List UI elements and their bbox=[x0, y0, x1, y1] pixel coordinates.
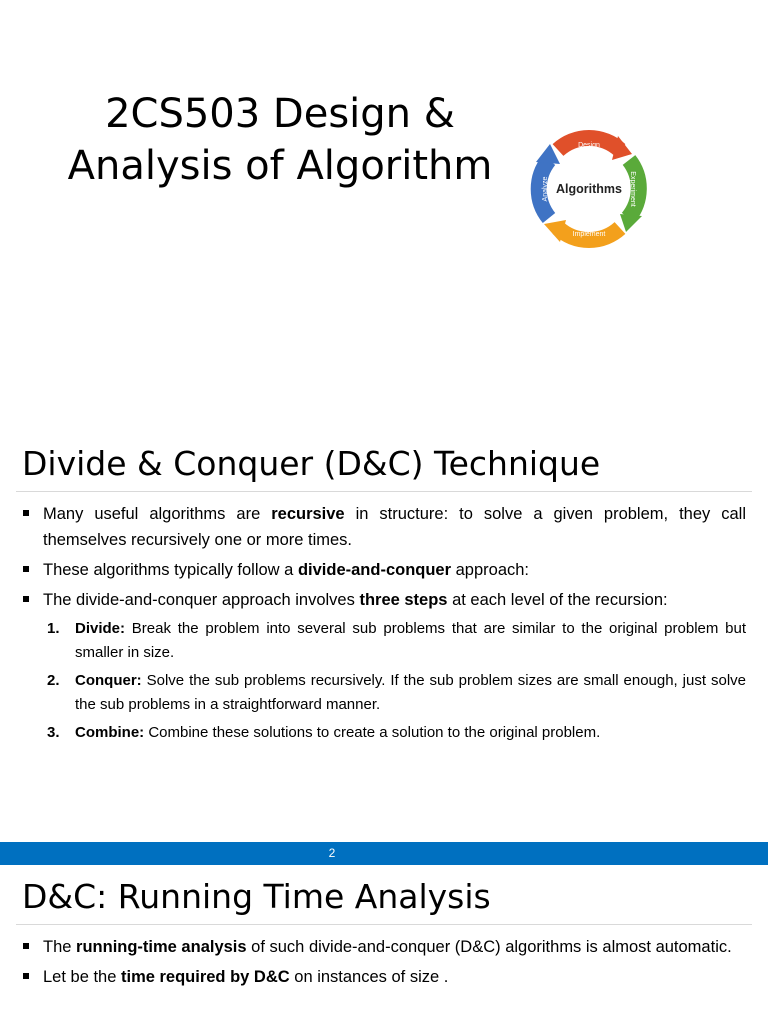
step-item-conquer: 2. Conquer: Solve the sub problems recursively. If the sub problem sizes are small enough, just solve the sub problems in a straightforward manner. bbox=[47, 672, 746, 713]
logo-center-label: Algorithms bbox=[556, 182, 622, 196]
logo-arrowhead-experiment bbox=[620, 214, 642, 232]
page-number: 2 bbox=[328, 846, 336, 860]
bullet-item: Let be the time required by D&C on instances of size . bbox=[22, 964, 746, 990]
bullet-list-running-time bbox=[22, 934, 746, 994]
section-title-running-time: D&C: Running Time Analysis bbox=[22, 877, 491, 916]
logo-label-implement: Implement bbox=[572, 231, 606, 238]
title-divider bbox=[16, 491, 752, 492]
section-title-divide-conquer: Divide & Conquer (D&C) Technique bbox=[22, 444, 601, 483]
steps-list bbox=[44, 617, 746, 749]
bullet-item: Many useful algorithms are recursive in structure: to solve a given problem, they call themselves recursively one or more times. bbox=[22, 501, 746, 553]
bullet-item: These algorithms typically follow a divide-and-conquer approach: bbox=[22, 557, 746, 583]
slide-title: 2CS503 Design & Analysis of Algorithm bbox=[67, 91, 493, 189]
title-divider bbox=[16, 924, 752, 925]
step-item-divide: 1. Divide: Break the problem into several sub problems that are similar to the original problem but smaller in size. bbox=[47, 620, 746, 661]
step-item-combine: 3. Combine: Combine these solutions to create a solution to the original problem. bbox=[47, 724, 601, 741]
bullet-item: The divide-and-conquer approach involves three steps at each level of the recursion: bbox=[22, 587, 746, 613]
logo-label-analyze: Analyze bbox=[542, 176, 549, 202]
algorithms-cycle-logo bbox=[528, 128, 650, 250]
logo-label-design: Design bbox=[578, 142, 600, 149]
bullet-item: The running-time analysis of such divide-and-conquer (D&C) algorithms is almost automatic. bbox=[22, 934, 746, 960]
bullet-list-divide-conquer bbox=[22, 501, 746, 617]
logo-label-experiment: Experiment bbox=[629, 171, 636, 207]
slide-footer-bar bbox=[0, 842, 768, 865]
